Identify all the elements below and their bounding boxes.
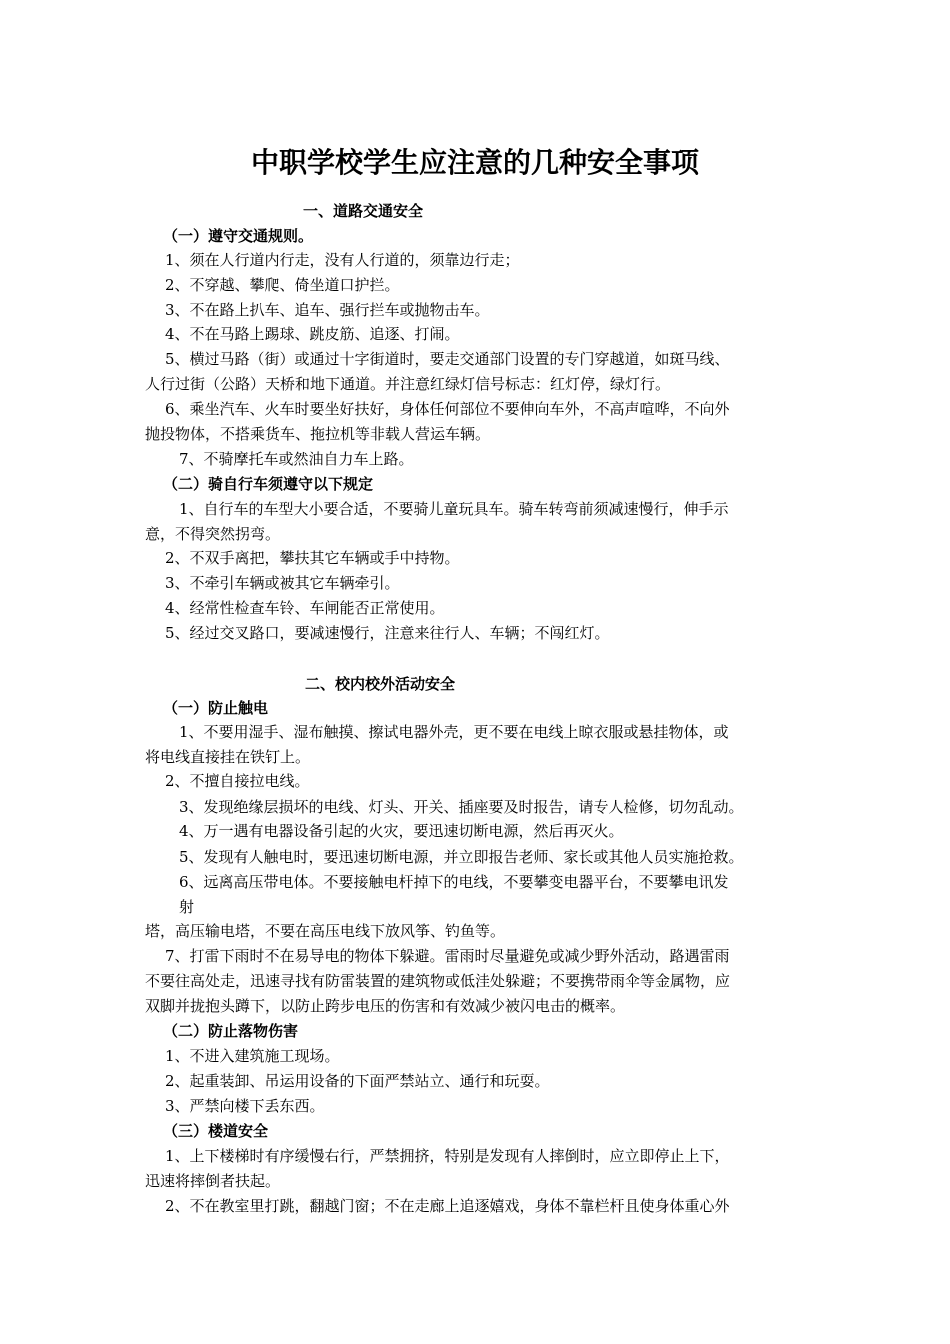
list-item: 5、发现有人触电时，要迅速切断电源，并立即报告老师、家长或其他人员实施抢救。 bbox=[179, 848, 744, 866]
list-item: 3、不在路上扒车、追车、强行拦车或抛物击车。 bbox=[165, 301, 490, 319]
list-item: 2、不双手离把，攀扶其它车辆或手中持物。 bbox=[165, 549, 460, 567]
list-item: 5、横过马路（街）或通过十字街道时，要走交通部门设置的专门穿越道，如斑马线、 bbox=[165, 350, 730, 368]
list-item: 5、经过交叉路口，要减速慢行，注意来往行人、车辆；不闯红灯。 bbox=[165, 624, 610, 642]
subsection-heading: （三）楼道安全 bbox=[163, 1122, 269, 1140]
list-item: 2、不擅自接拉电线。 bbox=[165, 772, 310, 790]
list-item: 2、不穿越、攀爬、倚坐道口护拦。 bbox=[165, 276, 400, 294]
list-item: 1、不要用湿手、湿布触摸、擦试电器外壳，更不要在电线上晾衣服或悬挂物体，或 bbox=[179, 723, 729, 741]
list-item: 4、万一遇有电器设备引起的火灾，要迅速切断电源，然后再灭火。 bbox=[179, 822, 624, 840]
list-item-continuation: 双脚并拢抱头蹲下，以防止跨步电压的伤害和有效减少被闪电击的概率。 bbox=[145, 997, 626, 1015]
subsection-heading: （二）骑自行车须遵守以下规定 bbox=[163, 475, 374, 493]
section-heading: 二、校内校外活动安全 bbox=[305, 675, 456, 693]
subsection-heading: （一）遵守交通规则。 bbox=[163, 227, 314, 245]
list-item-continuation: 意，不得突然拐弯。 bbox=[145, 525, 281, 543]
list-item: 1、不进入建筑施工现场。 bbox=[165, 1047, 340, 1065]
list-item: 7、打雷下雨时不在易导电的物体下躲避。雷雨时尽量避免或减少野外活动，路遇雷雨 bbox=[165, 947, 730, 965]
list-item: 6、乘坐汽车、火车时要坐好扶好，身体任何部位不要伸向车外，不高声喧哗，不向外 bbox=[165, 400, 730, 418]
list-item-continuation: 抛投物体，不搭乘货车、拖拉机等非载人营运车辆。 bbox=[145, 425, 491, 443]
list-item: 3、发现绝缘层损坏的电线、灯头、开关、插座要及时报告，请专人检修，切勿乱动。 bbox=[179, 798, 744, 816]
list-item-continuation: 人行过街（公路）天桥和地下通道。并注意红绿灯信号标志：红灯停，绿灯行。 bbox=[145, 375, 671, 393]
list-item-continuation: 塔，高压输电塔，不要在高压电线下放风筝、钓鱼等。 bbox=[145, 922, 506, 940]
list-item-continuation: 将电线直接挂在铁钉上。 bbox=[145, 748, 311, 766]
list-item-continuation: 不要往高处走，迅速寻找有防雷装置的建筑物或低洼处躲避；不要携带雨伞等金属物，应 bbox=[145, 972, 731, 990]
list-item: 2、起重装卸、吊运用设备的下面严禁站立、通行和玩耍。 bbox=[165, 1072, 550, 1090]
list-item: 1、自行车的车型大小要合适，不要骑儿童玩具车。骑车转弯前须减速慢行，伸手示 bbox=[179, 500, 729, 518]
section-heading: 一、道路交通安全 bbox=[303, 202, 424, 220]
list-item: 3、不牵引车辆或被其它车辆牵引。 bbox=[165, 574, 400, 592]
list-item-continuation: 射 bbox=[179, 898, 195, 916]
list-item-continuation: 迅速将摔倒者扶起。 bbox=[145, 1172, 281, 1190]
page-title: 中职学校学生应注意的几种安全事项 bbox=[250, 146, 699, 179]
list-item: 1、须在人行道内行走，没有人行道的，须靠边行走； bbox=[165, 251, 520, 269]
subsection-heading: （一）防止触电 bbox=[163, 699, 269, 717]
list-item: 4、经常性检查车铃、车闸能否正常使用。 bbox=[165, 599, 445, 617]
list-item: 6、远离高压带电体。不要接触电杆掉下的电线，不要攀变电器平台，不要攀电讯发 bbox=[179, 873, 729, 891]
subsection-heading: （二）防止落物伤害 bbox=[163, 1022, 299, 1040]
list-item: 7、不骑摩托车或然油自力车上路。 bbox=[179, 450, 414, 468]
list-item: 4、不在马路上踢球、跳皮筋、追逐、打闹。 bbox=[165, 325, 460, 343]
list-item: 2、不在教室里打跳，翻越门窗；不在走廊上追逐嬉戏，身体不靠栏杆且使身体重心外 bbox=[165, 1197, 730, 1215]
list-item: 1、上下楼梯时有序缓慢右行，严禁拥挤，特别是发现有人摔倒时，应立即停止上下， bbox=[165, 1147, 730, 1165]
list-item: 3、严禁向楼下丢东西。 bbox=[165, 1097, 325, 1115]
